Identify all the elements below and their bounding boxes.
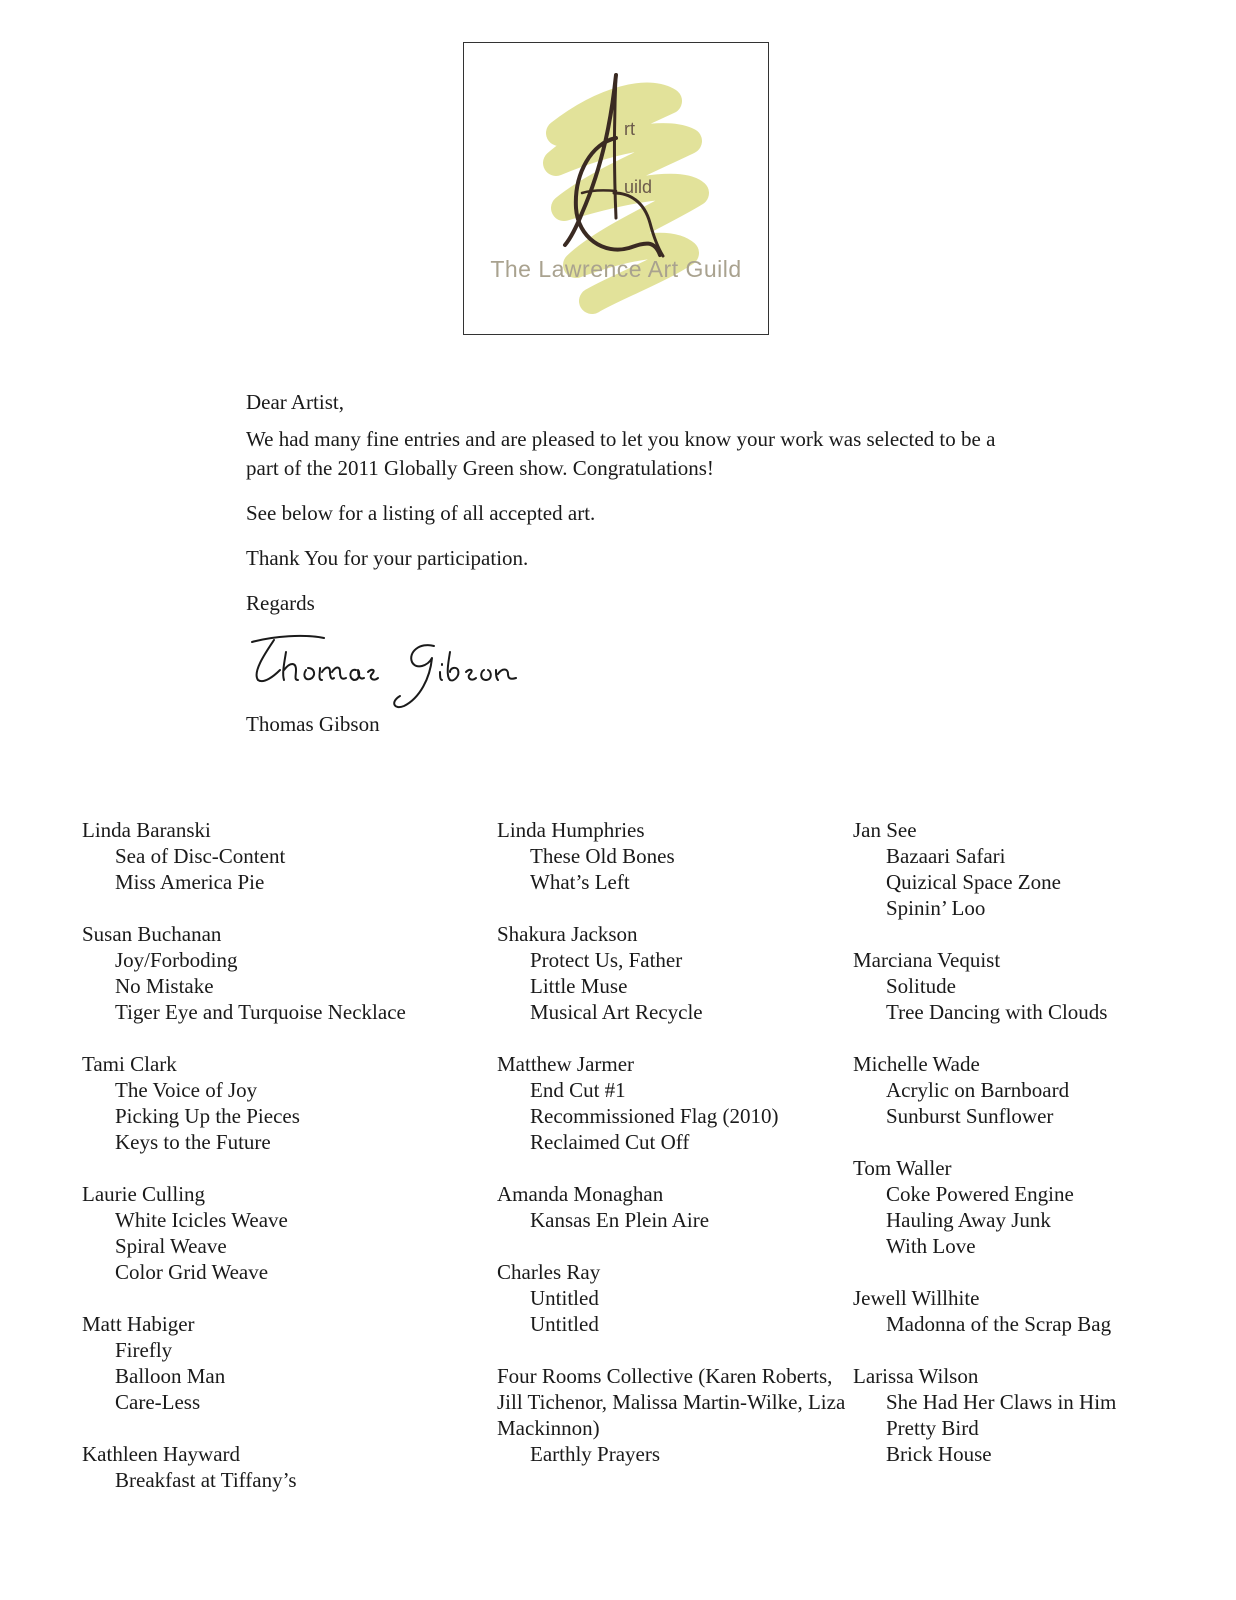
artist-entry xyxy=(82,1311,472,1415)
artwork-title: Kansas En Plein Aire xyxy=(530,1208,710,1232)
art-guild-logo xyxy=(463,42,769,335)
artwork-title: Firefly xyxy=(115,1338,173,1362)
artwork-title: Earthly Prayers xyxy=(530,1442,661,1466)
artwork-title: The Voice of Joy xyxy=(115,1078,258,1102)
artwork-title: Tree Dancing with Clouds xyxy=(886,1000,1108,1024)
artist-entry xyxy=(853,947,1223,1025)
signature-scrawl xyxy=(244,632,534,712)
artist-name: Matthew Jarmer xyxy=(497,1052,635,1076)
artwork-title: Bazaari Safari xyxy=(886,844,1006,868)
artist-entry xyxy=(497,921,847,1025)
artist-entry xyxy=(82,1051,472,1155)
artist-entry xyxy=(497,1051,847,1155)
artwork-title: Miss America Pie xyxy=(115,870,265,894)
artwork-title: Sea of Disc-Content xyxy=(115,844,286,868)
artist-entry xyxy=(853,817,1223,921)
artwork-title: With Love xyxy=(886,1234,976,1258)
letter-paragraph-1: We had many fine entries and are pleased to let you know your work was selected to be a part of the 2011 Globally Green show. Congratulations! xyxy=(246,427,996,480)
signer-name: Thomas Gibson xyxy=(246,712,380,736)
artwork-title: Spinin’ Loo xyxy=(886,896,986,920)
artwork-title: Untitled xyxy=(530,1312,599,1336)
artwork-title: Picking Up the Pieces xyxy=(115,1104,300,1128)
artwork-title: Breakfast at Tiffany’s xyxy=(115,1468,297,1492)
artist-name: Tom Waller xyxy=(853,1156,952,1180)
artwork-title: Little Muse xyxy=(530,974,628,998)
artwork-title: No Mistake xyxy=(115,974,214,998)
artist-name: Shakura Jackson xyxy=(497,922,638,946)
artist-name: Linda Humphries xyxy=(497,818,645,842)
artwork-title: Acrylic on Barnboard xyxy=(886,1078,1070,1102)
artwork-title: Spiral Weave xyxy=(115,1234,227,1258)
accepted-art-column-2 xyxy=(497,817,847,1493)
artwork-title: Madonna of the Scrap Bag xyxy=(886,1312,1112,1336)
artist-entry xyxy=(853,1155,1223,1259)
artwork-title: End Cut #1 xyxy=(530,1078,626,1102)
artwork-title: Joy/Forboding xyxy=(115,948,238,972)
artist-entry xyxy=(497,1363,847,1467)
artist-name: Four Rooms Collective (Karen Roberts, Jill Tichenor, Malissa Martin-Wilke, Liza Mackinnon) xyxy=(497,1364,846,1440)
accepted-art-column-1 xyxy=(82,817,472,1519)
artwork-title: What’s Left xyxy=(530,870,630,894)
artwork-title: Keys to the Future xyxy=(115,1130,271,1154)
artist-name: Laurie Culling xyxy=(82,1182,206,1206)
artist-entry xyxy=(853,1363,1223,1467)
artist-name: Jan See xyxy=(853,818,917,842)
artist-entry xyxy=(82,1441,472,1493)
artwork-title: Recommissioned Flag (2010) xyxy=(530,1104,779,1128)
artist-name: Larissa Wilson xyxy=(853,1364,979,1388)
artist-entry xyxy=(82,817,472,895)
artwork-title: Solitude xyxy=(886,974,957,998)
artwork-title: Musical Art Recycle xyxy=(530,1000,703,1024)
artwork-title: Color Grid Weave xyxy=(115,1260,269,1284)
artist-name: Amanda Monaghan xyxy=(497,1182,664,1206)
artwork-title: Hauling Away Junk xyxy=(886,1208,1051,1232)
art-guild-logo-mark xyxy=(464,43,770,336)
artwork-title: Care-Less xyxy=(115,1390,201,1414)
artist-name: Charles Ray xyxy=(497,1260,601,1284)
artist-name: Kathleen Hayward xyxy=(82,1442,241,1466)
artist-name: Linda Baranski xyxy=(82,818,211,842)
artist-entry xyxy=(497,817,847,895)
svg-text:rt: rt xyxy=(624,119,635,139)
artwork-title: Tiger Eye and Turquoise Necklace xyxy=(115,1000,406,1024)
accepted-art-column-3 xyxy=(853,817,1223,1493)
artwork-title: Pretty Bird xyxy=(886,1416,979,1440)
artwork-title: She Had Her Claws in Him xyxy=(886,1390,1117,1414)
artist-name: Matt Habiger xyxy=(82,1312,195,1336)
closing: Regards xyxy=(246,591,315,615)
greeting: Dear Artist, xyxy=(246,390,344,414)
artwork-title: Quizical Space Zone xyxy=(886,870,1061,894)
artist-entry xyxy=(853,1051,1223,1129)
artist-entry xyxy=(82,1181,472,1285)
letter-paragraph-2: See below for a listing of all accepted art. xyxy=(246,501,596,525)
artwork-title: These Old Bones xyxy=(530,844,675,868)
artist-entry xyxy=(497,1181,847,1233)
artwork-title: Coke Powered Engine xyxy=(886,1182,1074,1206)
logo-caption: The Lawrence Art Guild xyxy=(490,256,742,282)
svg-text:uild: uild xyxy=(624,177,653,197)
letter-body xyxy=(246,388,1006,618)
artwork-title: Balloon Man xyxy=(115,1364,226,1388)
artist-entry xyxy=(497,1259,847,1337)
letter-paragraph-3: Thank You for your participation. xyxy=(246,546,529,570)
artist-name: Jewell Willhite xyxy=(853,1286,980,1310)
artist-name: Marciana Vequist xyxy=(853,948,1001,972)
artist-name: Tami Clark xyxy=(82,1052,177,1076)
artwork-title: White Icicles Weave xyxy=(115,1208,288,1232)
artwork-title: Brick House xyxy=(886,1442,992,1466)
artist-name: Susan Buchanan xyxy=(82,922,222,946)
artist-entry xyxy=(82,921,472,1025)
artwork-title: Sunburst Sunflower xyxy=(886,1104,1054,1128)
handwritten-signature xyxy=(244,632,534,712)
artwork-title: Untitled xyxy=(530,1286,599,1310)
artist-name: Michelle Wade xyxy=(853,1052,980,1076)
artist-entry xyxy=(853,1285,1223,1337)
artwork-title: Protect Us, Father xyxy=(530,948,683,972)
artwork-title: Reclaimed Cut Off xyxy=(530,1130,690,1154)
